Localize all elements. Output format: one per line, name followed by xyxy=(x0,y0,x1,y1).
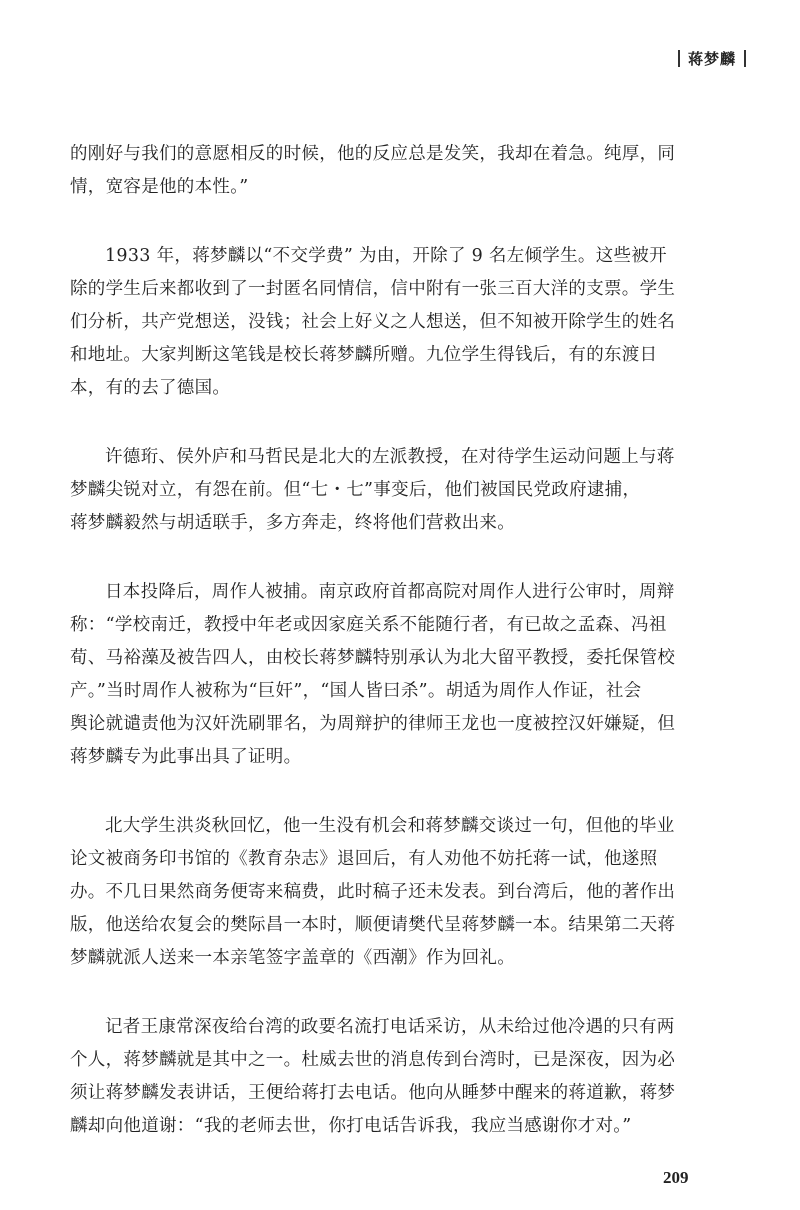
text-line: 蒋梦麟专为此事出具了证明。 xyxy=(70,747,302,767)
text-line: 记者王康常深夜给台湾的政要名流打电话采访，从未给过他冷遇的只有两 xyxy=(105,1017,675,1037)
paragraph-wang-kang xyxy=(70,1011,730,1143)
text-line: 除的学生后来都收到了一封匿名同情信，信中附有一张三百大洋的支票。学生 xyxy=(70,279,676,299)
header-divider-right xyxy=(744,50,746,67)
text-line: 梦麟尖锐对立，有怨在前。但“七・七”事变后，他们被国民党政府逮捕， xyxy=(70,480,641,500)
text-line: 情，宽容是他的本性。” xyxy=(70,177,249,197)
text-line: 麟却向他道谢：“我的老师去世，你打电话告诉我，我应当感谢你才对。” xyxy=(70,1116,632,1136)
text-line: 版，他送给农复会的樊际昌一本时，顺便请樊代呈蒋梦麟一本。结果第二天蒋 xyxy=(70,915,676,935)
text-line: 们分析，共产党想送，没钱；社会上好义之人想送，但不知被开除学生的姓名 xyxy=(70,312,676,332)
text-line: 许德珩、侯外庐和马哲民是北大的左派教授，在对待学生运动问题上与蒋 xyxy=(105,447,675,467)
text-line: 和地址。大家判断这笔钱是校长蒋梦麟所赠。九位学生得钱后，有的东渡日 xyxy=(70,345,658,365)
text-line: 梦麟就派人送来一本亲笔签字盖章的《西潮》作为回礼。 xyxy=(70,948,515,968)
paragraph-leftist-professors xyxy=(70,441,730,540)
text-line: 日本投降后，周作人被捕。南京政府首都高院对周作人进行公审时，周辩 xyxy=(105,582,675,602)
paragraph-hong-yanqiu xyxy=(70,810,730,975)
text-line: 蒋梦麟毅然与胡适联手，多方奔走，终将他们营救出来。 xyxy=(70,513,515,533)
page-body xyxy=(70,138,730,1179)
header-divider-left xyxy=(678,50,680,67)
paragraph-zhou-zuoren xyxy=(70,576,730,774)
text-line: 舆论就谴责他为汉奸洗刷罪名，为周辩护的律师王龙也一度被控汉奸嫌疑，但 xyxy=(70,714,676,734)
text-line: 北大学生洪炎秋回忆，他一生没有机会和蒋梦麟交谈过一句，但他的毕业 xyxy=(105,816,675,836)
text-line: 个人，蒋梦麟就是其中之一。杜威去世的消息传到台湾时，已是深夜，因为必 xyxy=(70,1050,676,1070)
text-line: 办。不几日果然商务便寄来稿费，此时稿子还未发表。到台湾后，他的著作出 xyxy=(70,882,676,902)
paragraph-continuation xyxy=(70,138,730,204)
text-line: 的刚好与我们的意愿相反的时候，他的反应总是发笑，我却在着急。纯厚，同 xyxy=(70,144,676,164)
page-number: 209 xyxy=(663,1168,689,1187)
text-line: 本，有的去了德国。 xyxy=(70,378,231,398)
text-line: 称：“学校南迁，教授中年老或因家庭关系不能随行者，有已故之孟森、冯祖 xyxy=(70,615,667,635)
text-line: 产。”当时周作人被称为“巨奸”，“国人皆曰杀”。胡适为周作人作证，社会 xyxy=(70,681,642,701)
text-line: 论文被商务印书馆的《教育杂志》退回后，有人劝他不妨托蒋一试，他遂照 xyxy=(70,849,658,869)
paragraph-dismissed-students xyxy=(70,240,730,405)
running-title: 蒋梦麟 xyxy=(687,50,736,68)
running-header xyxy=(670,48,754,69)
text-line: 须让蒋梦麟发表讲话，王便给蒋打去电话。他向从睡梦中醒来的蒋道歉，蒋梦 xyxy=(70,1083,676,1103)
text-line: 1933 年，蒋梦麟以“不交学费” 为由，开除了 9 名左倾学生。这些被开 xyxy=(105,246,667,266)
text-line: 荀、马裕藻及被告四人，由校长蒋梦麟特别承认为北大留平教授，委托保管校 xyxy=(70,648,676,668)
